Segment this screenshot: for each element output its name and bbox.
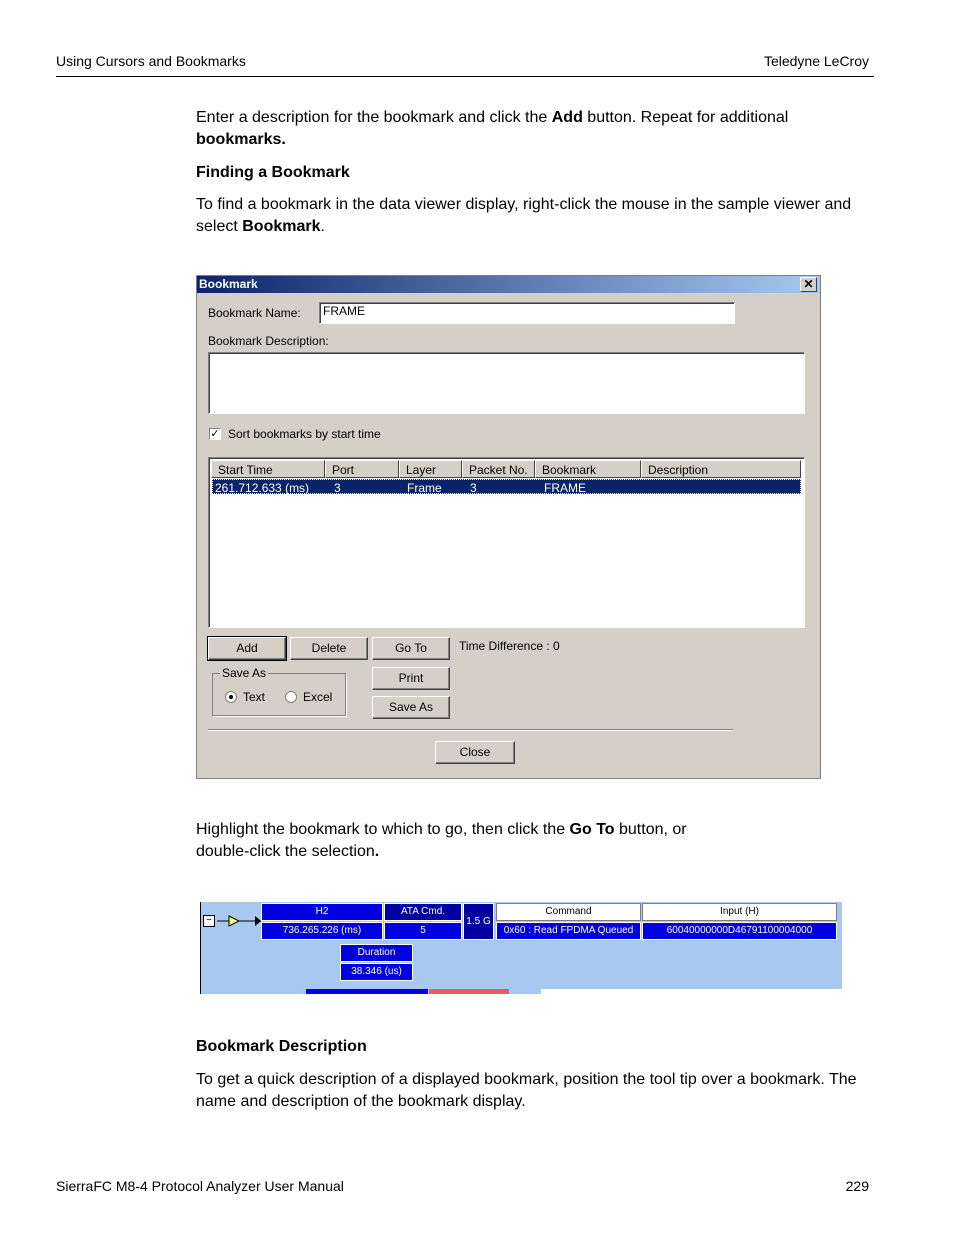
cell-layer: Frame: [407, 481, 442, 495]
heading-finding-bookmark: Finding a Bookmark: [196, 164, 350, 181]
paragraph-go-to: Highlight the bookmark to which to go, then click the Go To button, or double-click the selection.: [196, 821, 687, 860]
next-row-cell: [306, 989, 428, 994]
paragraph-bookmark-description: To get a quick description of a displayed bookmark, position the tool tip over a bookmark. The name and description of the bookmark display.: [196, 1071, 857, 1110]
save-as-group: [212, 666, 346, 716]
ata-cmd-header[interactable]: ATA Cmd.: [384, 903, 462, 921]
add-button[interactable]: Add: [208, 637, 286, 660]
dialog-separator: [208, 729, 733, 731]
close-button[interactable]: Close: [435, 741, 515, 764]
time-difference-label: Time Difference : 0: [459, 639, 560, 653]
column-layer[interactable]: Layer: [399, 460, 462, 478]
cell-packet-no: 3: [470, 481, 477, 495]
column-start-time[interactable]: Start Time: [211, 460, 325, 478]
column-description[interactable]: Description: [641, 460, 801, 478]
h2-header[interactable]: H2: [261, 903, 383, 921]
bookmark-dialog: [196, 275, 821, 779]
page-number: 229: [845, 1178, 869, 1194]
delete-button[interactable]: Delete: [290, 637, 368, 660]
radio-excel[interactable]: [285, 691, 297, 703]
link-speed[interactable]: 1.5 G: [463, 903, 494, 940]
bookmark-description-label: Bookmark Description:: [208, 334, 329, 348]
paragraph-add-bookmark: Enter a description for the bookmark and click the Add button. Repeat for additional bookmarks.: [196, 109, 789, 148]
paragraph-find-bookmark: To find a bookmark in the data viewer display, right-click the mouse in the sample viewer and select Bookmark.: [196, 196, 852, 235]
bookmark-arrow-icon: [217, 912, 261, 930]
dialog-title: Bookmark: [197, 276, 820, 293]
sort-checkbox[interactable]: ✓: [210, 428, 220, 440]
column-packet-no[interactable]: Packet No.: [462, 460, 535, 478]
save-as-group-label: Save As: [222, 666, 267, 680]
radio-text-label: Text: [243, 690, 266, 704]
collapse-icon[interactable]: −: [203, 915, 215, 927]
header-rule: [56, 76, 874, 77]
close-icon[interactable]: ✕: [800, 277, 817, 292]
running-footer-left: SierraFC M8-4 Protocol Analyzer User Manual: [56, 1178, 344, 1194]
next-row-cell-red: [429, 989, 509, 994]
input-header[interactable]: [642, 903, 837, 921]
command-value[interactable]: 0x60 : Read FPDMA Queued: [496, 922, 641, 940]
duration-value[interactable]: 38.346 (us): [340, 963, 413, 981]
column-port[interactable]: Port: [325, 460, 399, 478]
bookmark-name-input[interactable]: FRAME: [319, 302, 735, 324]
input-header-label: Input (H): [720, 906, 759, 917]
sample-viewer-strip: [200, 902, 842, 994]
print-button[interactable]: Print: [372, 667, 450, 690]
bookmark-description-input[interactable]: [208, 352, 805, 414]
radio-selected-dot: [229, 695, 233, 699]
column-bookmark[interactable]: Bookmark: [535, 460, 641, 478]
h2-timestamp[interactable]: 736.265.226 (ms): [261, 922, 383, 940]
radio-text[interactable]: [225, 691, 237, 703]
cell-port: 3: [334, 481, 341, 495]
input-value[interactable]: 60040000000D46791100004000: [642, 922, 837, 940]
radio-excel-label: Excel: [303, 690, 333, 704]
duration-header[interactable]: Duration: [340, 944, 413, 962]
running-header-right: Teledyne LeCroy: [763, 53, 869, 69]
cell-bookmark: FRAME: [544, 481, 586, 495]
save-as-button[interactable]: Save As: [372, 696, 450, 719]
sort-checkbox-label: Sort bookmarks by start time: [228, 427, 381, 441]
command-header[interactable]: Command: [496, 903, 641, 921]
cell-start-time: 261.712.633 (ms): [215, 481, 310, 495]
go-to-button[interactable]: Go To: [372, 637, 450, 660]
ata-cmd-value[interactable]: 5: [384, 922, 462, 940]
list-row-selected[interactable]: [212, 479, 801, 494]
running-header-left: Using Cursors and Bookmarks: [56, 53, 246, 69]
bookmark-name-label: Bookmark Name:: [208, 306, 301, 320]
heading-bookmark-description: Bookmark Description: [196, 1038, 367, 1055]
next-row-cell-white: [541, 989, 842, 994]
bookmark-list: [208, 457, 805, 628]
